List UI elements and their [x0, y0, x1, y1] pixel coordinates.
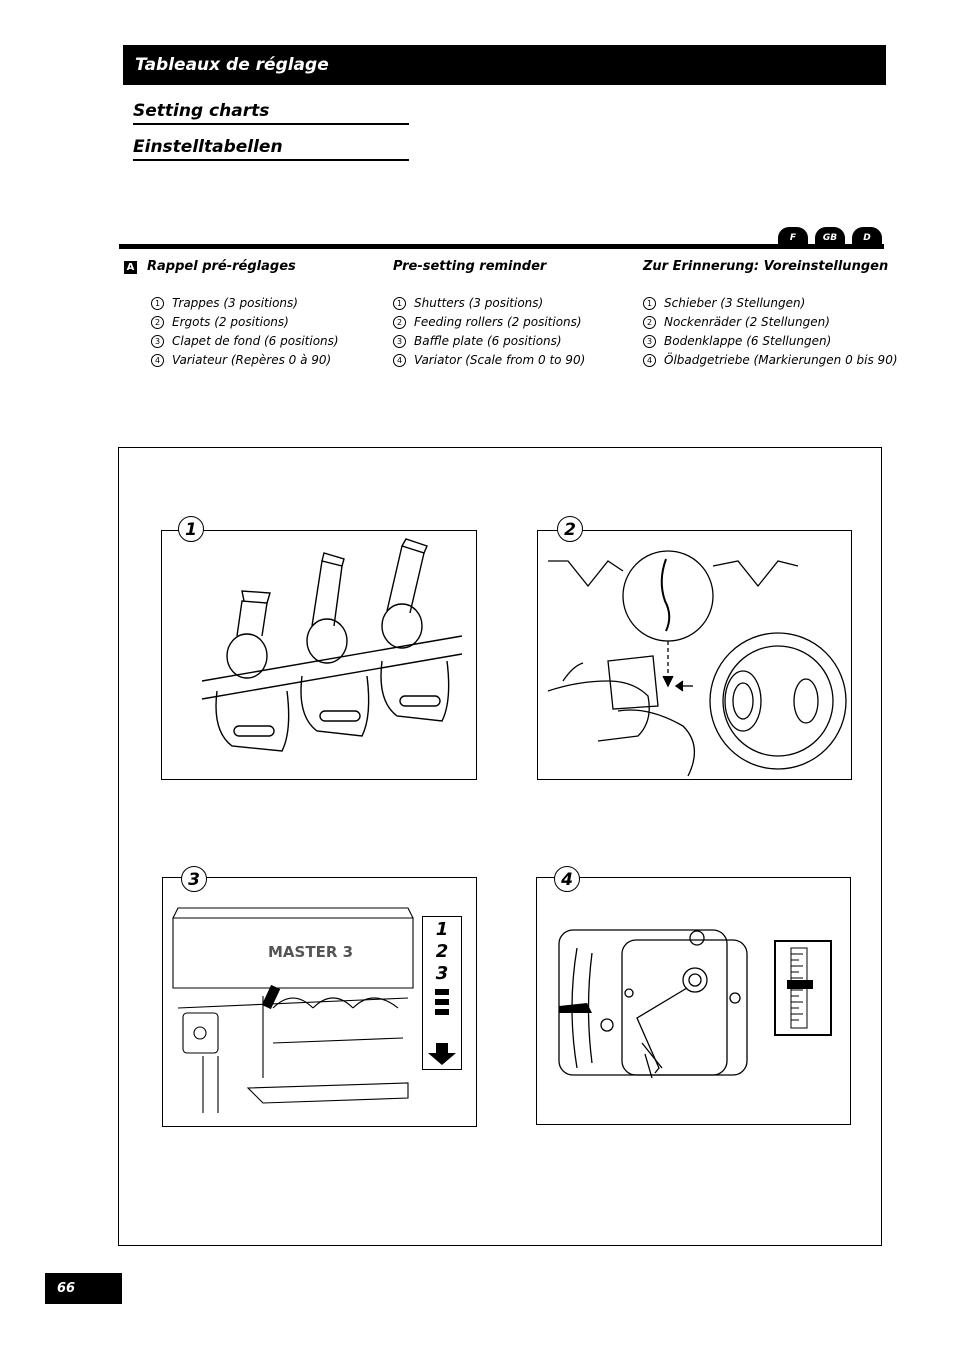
list-item: 1 Shutters (3 positions) — [393, 294, 585, 313]
machine-brand-label: MASTER 3 — [268, 943, 354, 961]
figure-badge-2: 2 — [557, 516, 583, 542]
circled-number: 4 — [643, 354, 656, 367]
figure-panel-2 — [537, 530, 852, 780]
circled-number: 1 — [643, 297, 656, 310]
arrow-down-icon — [427, 1043, 457, 1065]
list-item: 2 Feeding rollers (2 positions) — [393, 313, 585, 332]
figure-badge-3: 3 — [181, 866, 207, 892]
language-tab-f: F — [778, 227, 808, 249]
figure-panel-4 — [536, 877, 851, 1125]
circled-number: 1 — [393, 297, 406, 310]
section-badge: A — [124, 261, 137, 274]
scale-number-3: 3 — [435, 963, 449, 984]
language-tab-d: D — [852, 227, 882, 249]
figure-panel-1 — [161, 530, 477, 780]
list-item: 3 Baffle plate (6 positions) — [393, 332, 585, 351]
list-item: 3 Bodenklappe (6 Stellungen) — [643, 332, 898, 351]
list-item: 4 Variator (Scale from 0 to 90) — [393, 351, 585, 370]
list-item: 4 Ölbadgetriebe (Markierungen 0 bis 90) — [643, 351, 898, 370]
subtitle-english: Setting charts — [133, 101, 409, 125]
list-item: 1 Schieber (3 Stellungen) — [643, 294, 898, 313]
scale-number-1: 1 — [435, 919, 449, 940]
circled-number: 3 — [393, 335, 406, 348]
circled-number: 2 — [151, 316, 164, 329]
page-title: Tableaux de réglage — [123, 45, 886, 85]
circled-number: 2 — [393, 316, 406, 329]
circled-number: 4 — [393, 354, 406, 367]
list-item: 2 Ergots (2 positions) — [151, 313, 339, 332]
item-list-fr — [151, 294, 339, 370]
item-list-gb — [393, 294, 585, 370]
page-number: 66 — [45, 1273, 122, 1304]
section-rule — [119, 244, 884, 249]
feeding-rollers-illustration — [538, 531, 852, 780]
list-item: 1 Trappes (3 positions) — [151, 294, 339, 313]
circled-number: 2 — [643, 316, 656, 329]
column-heading-de: Zur Erinnerung: Voreinstellungen — [643, 259, 889, 274]
item-list-de — [643, 294, 898, 370]
scale-bars — [435, 989, 449, 1015]
circled-number: 4 — [151, 354, 164, 367]
figure-badge-4: 4 — [554, 866, 580, 892]
shutters-illustration — [162, 531, 477, 780]
variator-illustration — [537, 878, 851, 1125]
circled-number: 3 — [151, 335, 164, 348]
baffle-position-scale — [422, 916, 462, 1070]
list-item: 3 Clapet de fond (6 positions) — [151, 332, 339, 351]
language-tab-gb: GB — [815, 227, 845, 249]
column-heading-gb: Pre-setting reminder — [393, 259, 547, 274]
circled-number: 3 — [643, 335, 656, 348]
circled-number: 1 — [151, 297, 164, 310]
column-heading-fr: Rappel pré-réglages — [147, 259, 296, 274]
scale-number-2: 2 — [435, 941, 449, 962]
subtitle-german: Einstelltabellen — [133, 137, 409, 161]
list-item: 2 Nockenräder (2 Stellungen) — [643, 313, 898, 332]
figure-badge-1: 1 — [178, 516, 204, 542]
list-item: 4 Variateur (Repères 0 à 90) — [151, 351, 339, 370]
